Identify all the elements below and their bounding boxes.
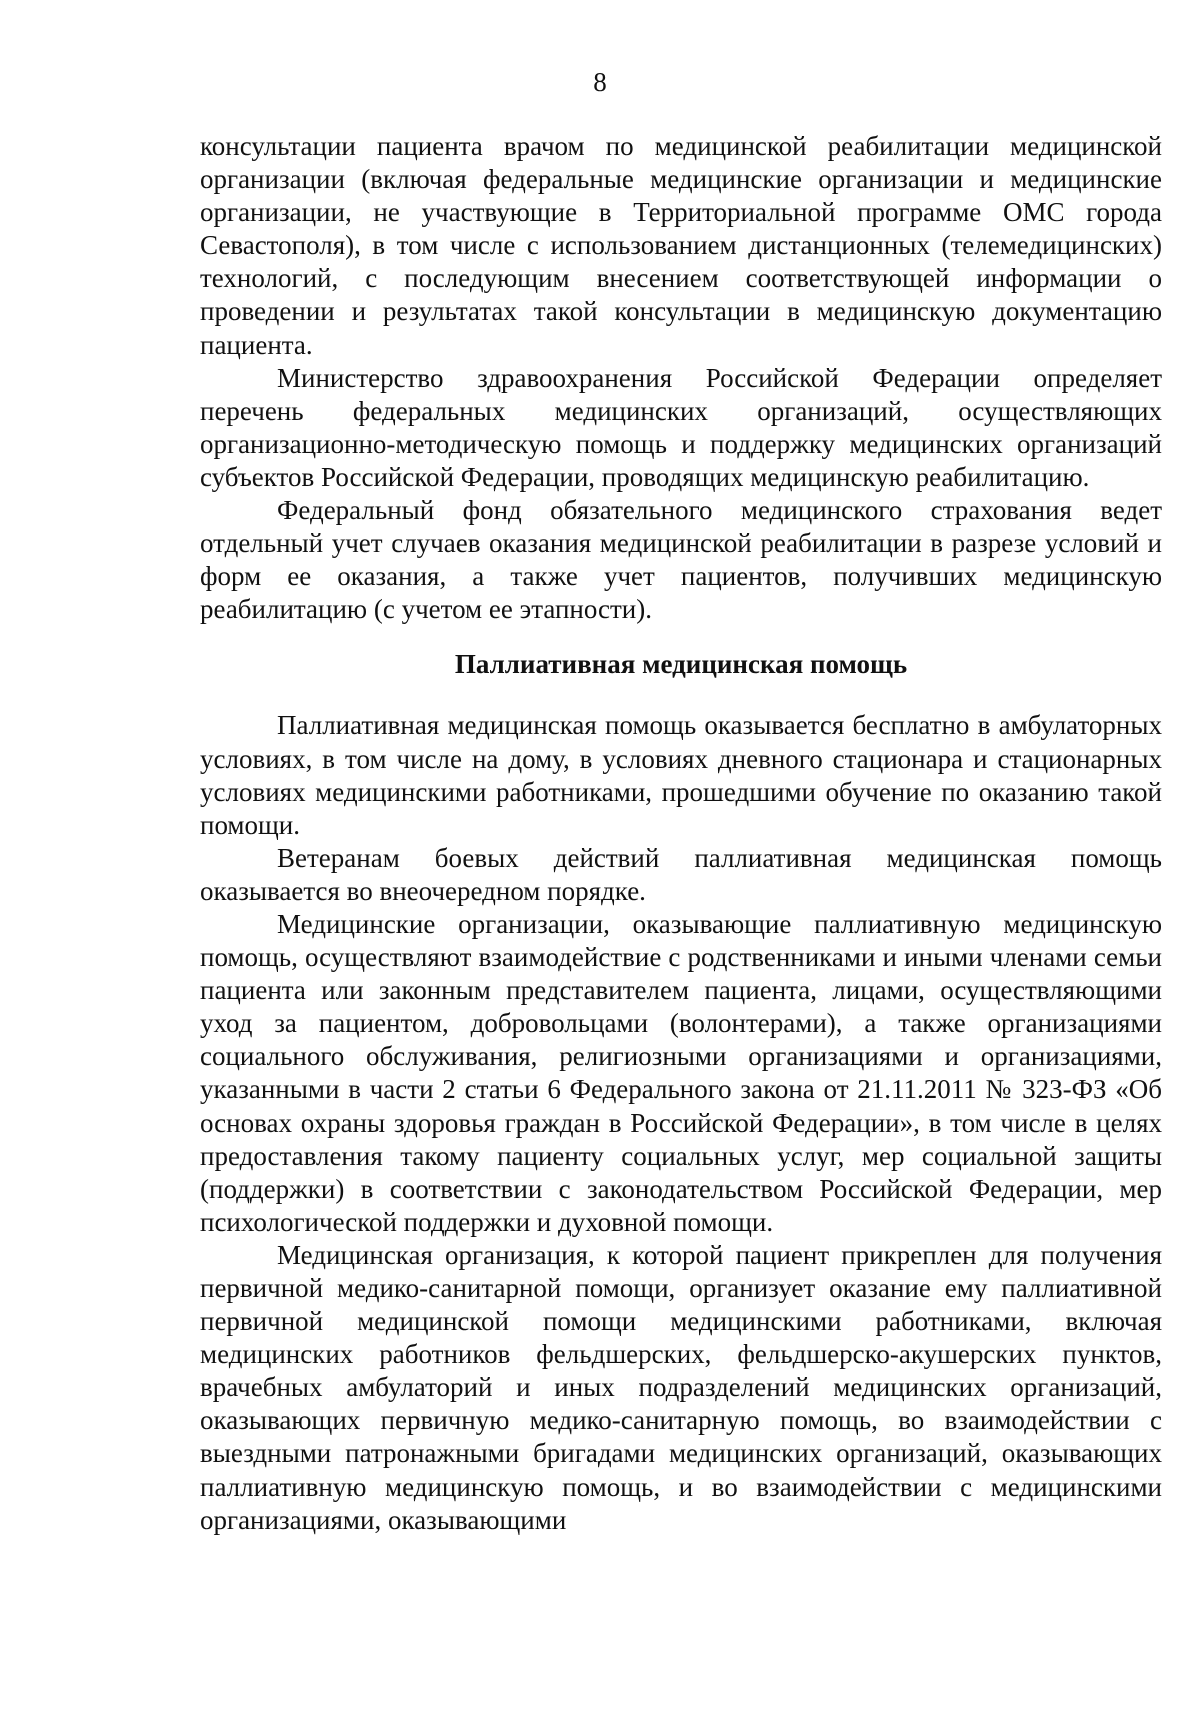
- paragraph: Медицинские организации, оказывающие паллиативную медицинскую помощь, осуществляют взаимодействие с родственниками и иными членами семьи пациента или законным представителем пациента, лицами, осуществляющими уход за пациентом, добровольцами (волонтерами), а также организациями социального обслуживания, религиозными организациями и организациями, указанными в части 2 статьи 6 Федерального закона от 21.11.2011 № 323-ФЗ «Об основах охраны здоровья граждан в Российской Федерации», в том числе в целях предоставления такому пациенту социальных услуг, мер социальной защиты (поддержки) в соответствии с законодательством Российской Федерации, мер психологической поддержки и духовной помощи.: [200, 908, 1162, 1237]
- paragraph: Ветеранам боевых действий паллиативная медицинская помощь оказывается во внеочередном порядке.: [200, 842, 1162, 906]
- paragraph-continuation: консультации пациента врачом по медицинской реабилитации медицинской организации (включая федеральные медицинские организации и медицинские организации, не участвующие в Территориальной программе ОМС города Севастополя), в том числе с использованием дистанционных (телемедицинских) технологий, с последующим внесением соответствующей информации о проведении и результатах такой консультации в медицинскую документацию пациента.: [200, 131, 1162, 360]
- paragraph: Министерство здравоохранения Российской Федерации определяет перечень федеральных медицинских организаций, осуществляющих организационно-методическую помощь и поддержку медицинских организаций субъектов Российской Федерации, проводящих медицинскую реабилитацию.: [200, 362, 1162, 492]
- paragraph: Паллиативная медицинская помощь оказывается бесплатно в амбулаторных условиях, в том числе на дому, в условиях дневного стационара и стационарных условиях медицинскими работниками, прошедшими обучение по оказанию такой помощи.: [200, 710, 1162, 840]
- page-number: 8: [593, 67, 607, 97]
- paragraph-continued: Медицинская организация, к которой пациент прикреплен для получения первичной медико-санитарной помощи, организует оказание ему паллиативной первичной медицинской помощи медицинскими работниками, включая медицинских работников фельдшерских, фельдшерско-акушерских пунктов, врачебных амбулаторий и иных подразделений медицинских организаций, оказывающих первичную медико-санитарную помощь, во взаимодействии с выездными патронажными бригадами медицинских организаций, оказывающих паллиативную медицинскую помощь, и во взаимодействии с медицинскими организациями, оказывающими: [200, 1239, 1162, 1535]
- document-body: [200, 130, 1162, 1537]
- paragraph: Федеральный фонд обязательного медицинского страхования ведет отдельный учет случаев оказания медицинской реабилитации в разрезе условий и форм ее оказания, а также учет пациентов, получивших медицинскую реабилитацию (с учетом ее этапности).: [200, 495, 1162, 625]
- section-heading: Паллиативная медицинская помощь: [454, 649, 908, 680]
